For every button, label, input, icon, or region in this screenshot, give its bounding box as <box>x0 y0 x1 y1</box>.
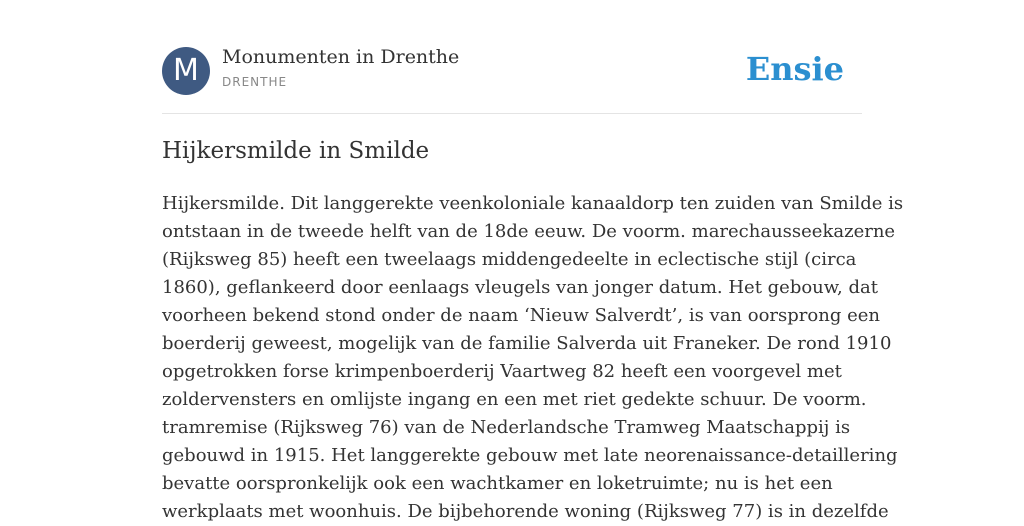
page <box>162 0 904 522</box>
body-line: bevatte oorspronkelijk ook een wachtkamer en loketruimte; nu is het een <box>162 473 833 494</box>
body-line: voorheen bekend stond onder de naam ‘Nieuw Salverdt’, is van oorsprong een <box>162 305 880 326</box>
body-line: (Rijksweg 85) heeft een tweelaags middengedeelte in eclectische stijl (circa <box>162 249 857 270</box>
body-line: ontstaan in de tweede helft van de 18de eeuw. De voorm. marechausseekazerne <box>162 221 896 242</box>
article-body <box>162 190 904 526</box>
source-header <box>162 46 862 96</box>
source-title[interactable]: Monumenten in Drenthe <box>222 46 460 68</box>
body-line: Hijkersmilde. Dit langgerekte veenkoloniale kanaaldorp ten zuiden van Smilde is <box>162 193 904 214</box>
brand-logo[interactable]: Ensie <box>745 50 844 88</box>
body-line: tramremise (Rijksweg 76) van de Nederlandsche Tramweg Maatschappij is <box>162 417 851 438</box>
body-line: zoldervensters en omlijste ingang en een met riet gedekte schuur. De voorm. <box>162 389 867 410</box>
avatar[interactable]: M <box>162 47 210 95</box>
divider <box>162 113 862 114</box>
body-line: gebouwd in 1915. Het langgerekte gebouw met late neorenaissance-detaillering <box>162 445 898 466</box>
body-line: boerderij geweest, mogelijk van de familie Salverda uit Franeker. De rond 1910 <box>162 333 892 354</box>
source-subtitle[interactable]: DRENTHE <box>222 75 288 89</box>
body-line: 1860), geflankeerd door eenlaags vleugels van jonger datum. Het gebouw, dat <box>162 277 878 298</box>
article-title: Hijkersmilde in Smilde <box>162 138 430 164</box>
body-line: opgetrokken forse krimpenboerderij Vaartweg 82 heeft een voorgevel met <box>162 361 842 382</box>
body-line: werkplaats met woonhuis. De bijbehorende woning (Rijksweg 77) is in dezelfde <box>162 501 889 522</box>
